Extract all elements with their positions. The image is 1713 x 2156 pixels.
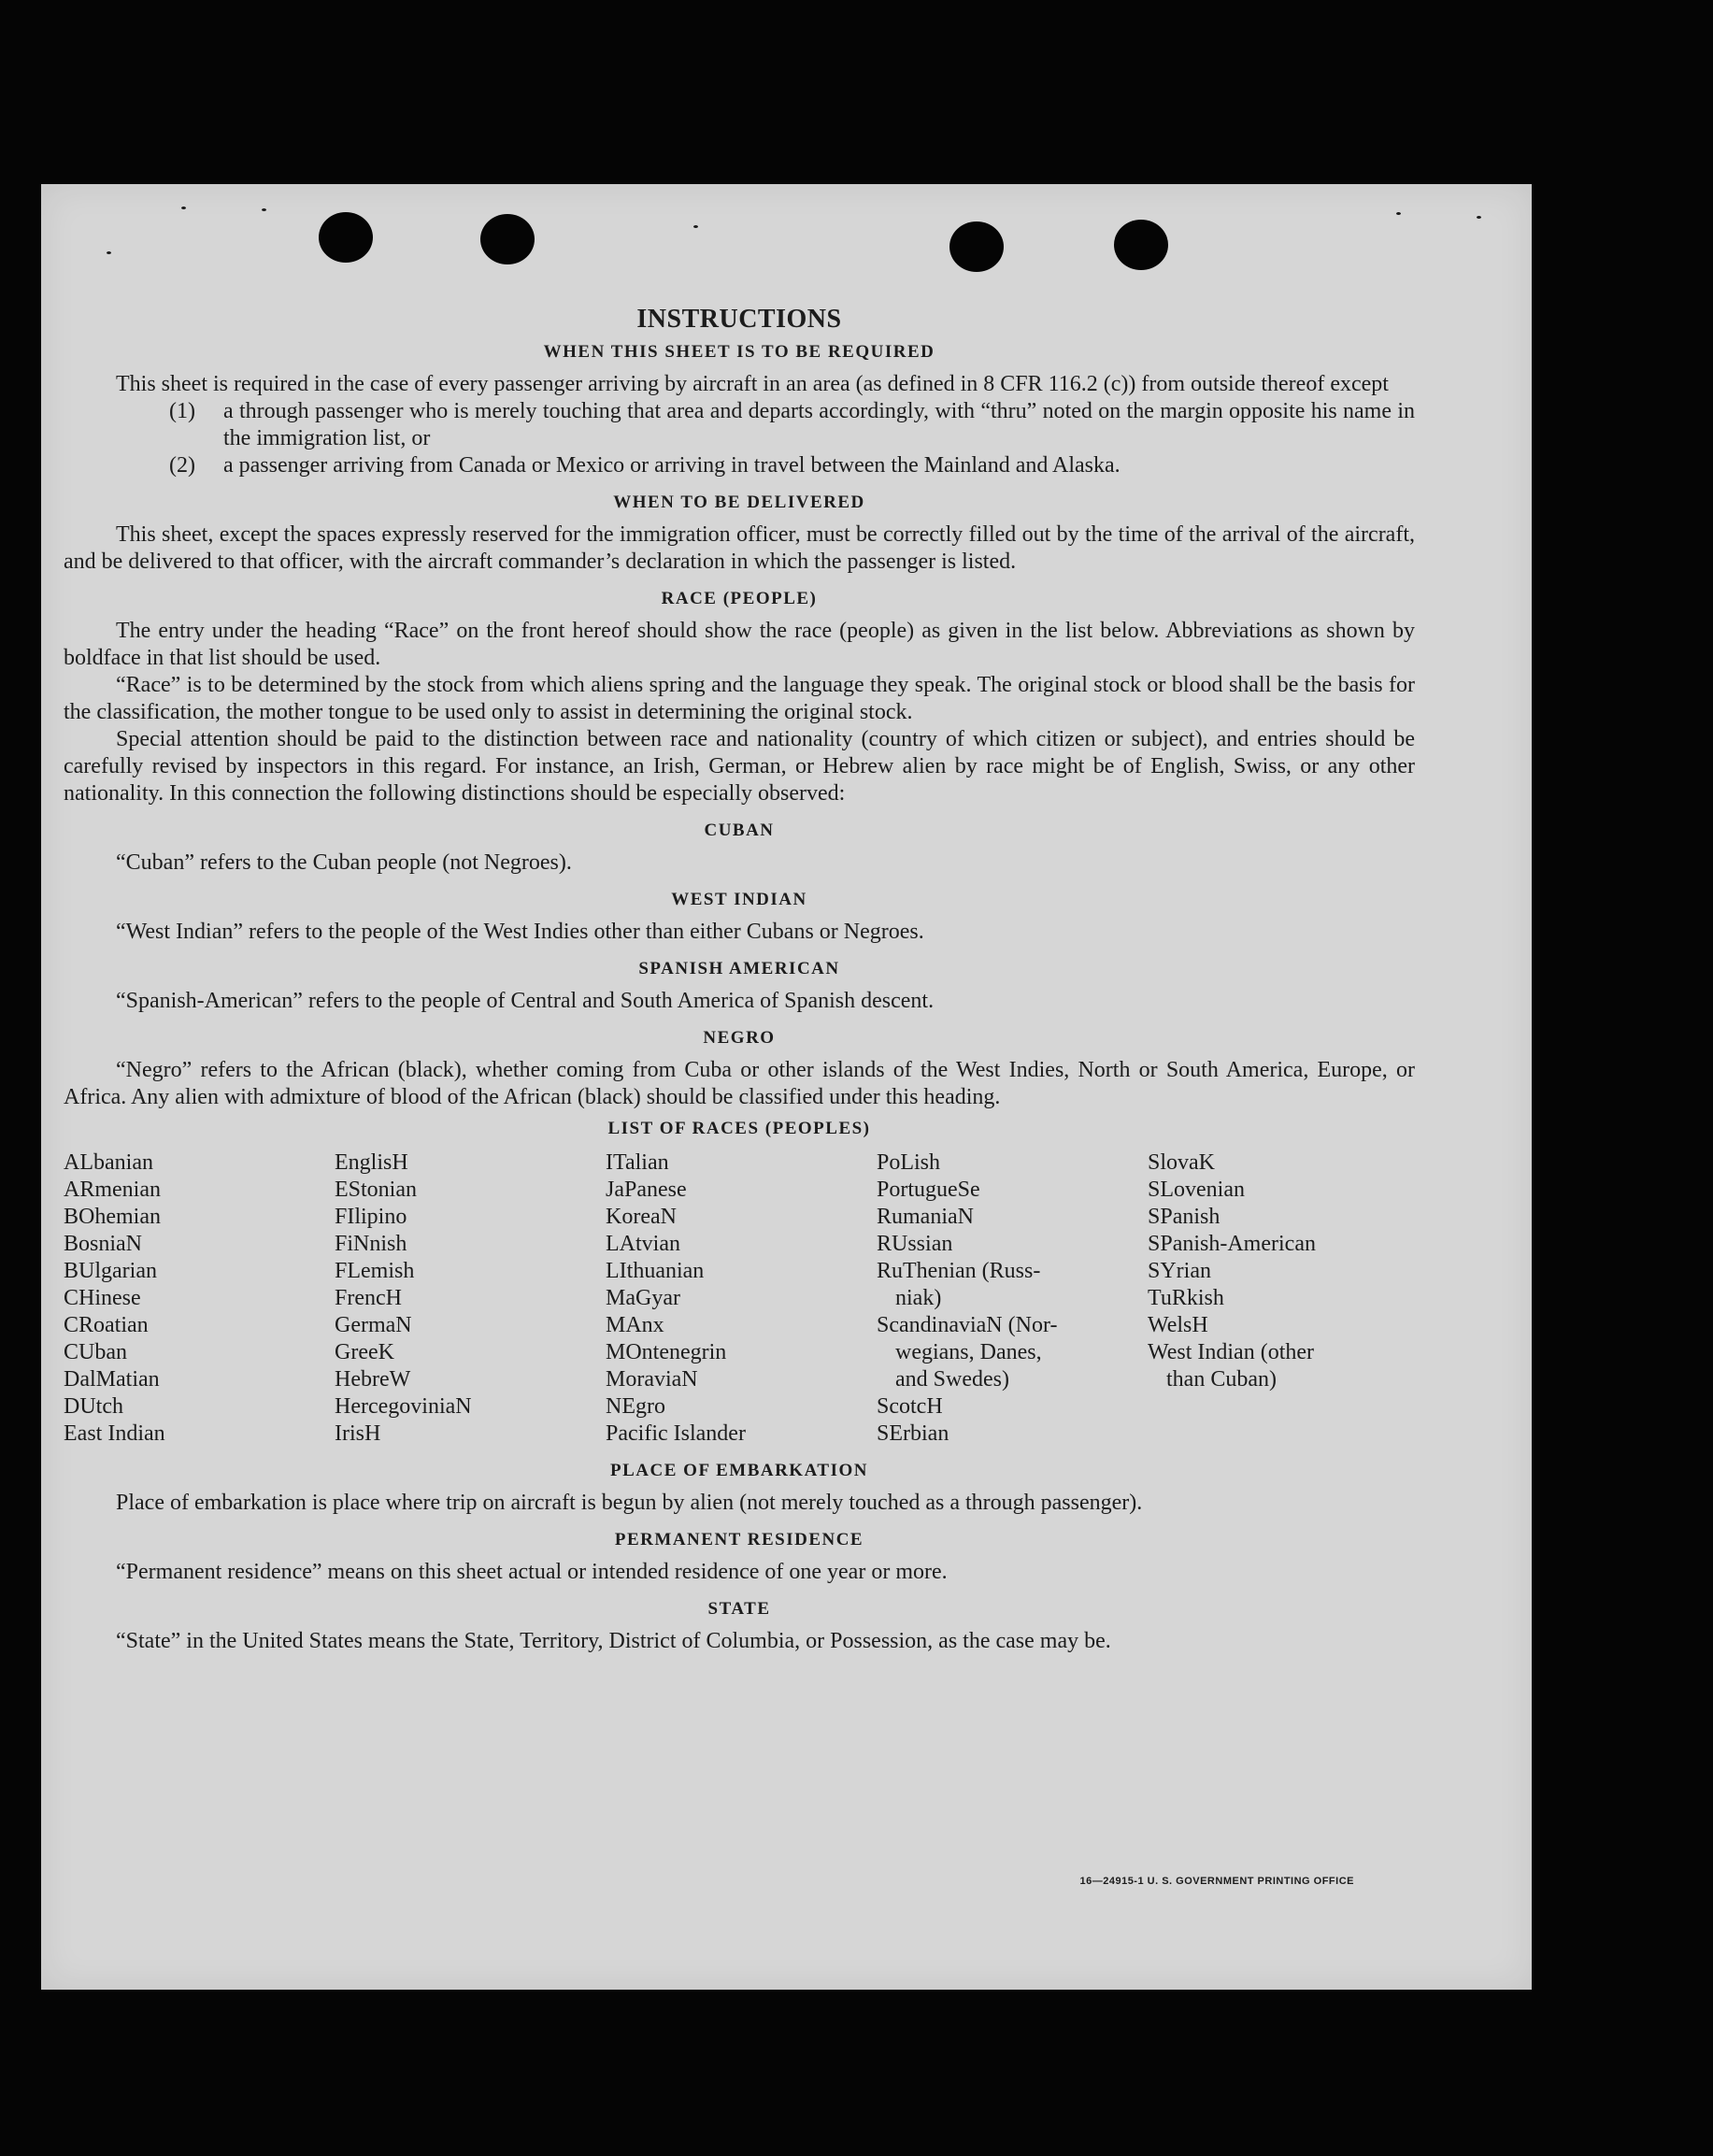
race-paragraph-3: Special attention should be paid to the distinction between race and nationality (country of which citizen or subject), and entries should be carefully revised by inspectors in this regard. For instance, an Irish, German, or Hebrew alien by race might be of English, Swiss, or any other nationality. In this connection the following distinctions should be especially observed: [64,727,1415,806]
race-entry: DUtch [64,1394,123,1419]
dust-speck [107,251,111,254]
race-column [335,1149,606,1448]
race-entry: ScandinaviaN (Nor- [877,1313,1058,1337]
section-heading-cuban: CUBAN [704,821,775,840]
race-entry-continued: wegians, Danes, [895,1340,1042,1364]
race-entry: CHinese [64,1286,141,1310]
punch-hole [480,214,535,264]
document-sheet [41,184,1532,1990]
race-entry: BOhemian [64,1205,161,1229]
section-heading-list: LIST OF RACES (PEOPLES) [607,1119,871,1138]
race-list [64,1149,1415,1448]
section-heading-race: RACE (PEOPLE) [661,589,818,608]
race-entry: ALbanian [64,1150,153,1175]
punch-hole [949,221,1004,272]
embarkation-text: Place of embarkation is place where trip on aircraft is begun by alien (not merely touched as a through passenger). [116,1491,1143,1515]
page-title: INSTRUCTIONS [636,305,842,334]
race-entry: EnglisH [335,1150,408,1175]
race-entry: FIlipino [335,1205,407,1229]
race-entry: CRoatian [64,1313,149,1337]
race-column [877,1149,1148,1448]
dust-speck [1477,216,1481,219]
punch-hole [1114,220,1168,270]
race-entry-continued: and Swedes) [895,1367,1009,1392]
race-entry: FLemish [335,1259,415,1283]
race-entry: MaGyar [606,1286,680,1310]
race-entry: ARmenian [64,1178,161,1202]
race-entry: MAnx [606,1313,664,1337]
dust-speck [262,208,266,211]
race-entry: CUban [64,1340,127,1364]
dust-speck [181,207,186,209]
race-entry: MoraviaN [606,1367,698,1392]
race-column [64,1149,335,1448]
punch-hole [319,212,373,263]
section-heading-residence: PERMANENT RESIDENCE [614,1530,864,1549]
race-entry: MOntenegrin [606,1340,727,1364]
race-entry-continued: than Cuban) [1166,1367,1277,1392]
race-entry: ITalian [606,1150,669,1175]
item-text: a passenger arriving from Canada or Mexico or arriving in travel between the Mainland and Alaska. [223,453,1121,478]
spanish-american-text: “Spanish-American” refers to the people of Central and South America of Spanish descent. [116,989,935,1013]
race-entry: ScotcH [877,1394,943,1419]
list-item [169,398,1415,452]
race-column [606,1149,877,1448]
race-entry: EStonian [335,1178,417,1202]
race-entry-continued: niak) [895,1286,942,1310]
section-heading-required: WHEN THIS SHEET IS TO BE REQUIRED [543,342,935,362]
race-entry: HebreW [335,1367,411,1392]
item-text: a through passenger who is merely touching that area and departs accordingly, with “thru” noted on the margin opposite his name in the immigration list, or [223,399,1415,450]
race-paragraph-2: “Race” is to be determined by the stock from which aliens spring and the language they speak. The original stock or blood shall be the basis for the classification, the mother tongue to be used only to assist in determining the original stock. [64,673,1415,724]
section-heading-delivered: WHEN TO BE DELIVERED [613,493,865,512]
race-entry: KoreaN [606,1205,677,1229]
delivered-text: This sheet, except the spaces expressly reserved for the immigration officer, must be correctly filled out by the time of the arrival of the aircraft, and be delivered to that officer, with the aircraft commander’s declaration in which the passenger is listed. [64,522,1415,574]
residence-text: “Permanent residence” means on this sheet actual or intended residence of one year or more. [116,1560,948,1584]
section-heading-embarkation: PLACE OF EMBARKATION [610,1461,868,1480]
race-entry: GermaN [335,1313,412,1337]
required-intro: This sheet is required in the case of every passenger arriving by aircraft in an area (as defined in 8 CFR 116.2 (c)) from outside thereof except [116,372,1389,396]
race-entry: FrencH [335,1286,402,1310]
race-entry: SLovenian [1148,1178,1245,1202]
race-entry: WelsH [1148,1313,1208,1337]
item-number: (1) [169,399,195,423]
race-entry: PoLish [877,1150,941,1175]
race-entry: SErbian [877,1421,949,1446]
section-heading-negro: NEGRO [703,1028,776,1048]
race-entry: RumaniaN [877,1205,974,1229]
race-entry: IrisH [335,1421,381,1446]
dust-speck [693,225,698,228]
race-entry: SPanish [1148,1205,1221,1229]
item-number: (2) [169,453,195,478]
printing-office-footer: 16—24915-1 U. S. GOVERNMENT PRINTING OFFICE [1079,1876,1354,1887]
race-entry: DalMatian [64,1367,160,1392]
race-entry: JaPanese [606,1178,687,1202]
dust-speck [1396,212,1401,215]
race-entry: TuRkish [1148,1286,1224,1310]
race-entry: SlovaK [1148,1150,1215,1175]
race-entry: SYrian [1148,1259,1211,1283]
race-entry: PortugueSe [877,1178,980,1202]
race-entry: SPanish-American [1148,1232,1316,1256]
section-heading-west-indian: WEST INDIAN [671,890,807,909]
section-heading-spanish-american: SPANISH AMERICAN [638,959,840,978]
race-entry: RUssian [877,1232,953,1256]
race-entry: BUlgarian [64,1259,157,1283]
negro-text: “Negro” refers to the African (black), whether coming from Cuba or other islands of the West Indies, North or South America, Europe, or Africa. Any alien with admixture of blood of the African (black) should be classified under this heading. [64,1058,1415,1109]
race-entry: Pacific Islander [606,1421,746,1446]
race-entry: West Indian (other [1148,1340,1315,1364]
race-entry: NEgro [606,1394,665,1419]
race-entry: GreeK [335,1340,394,1364]
instructions-content [64,306,1415,1655]
race-column [1148,1149,1419,1448]
race-entry: East Indian [64,1421,165,1446]
cuban-text: “Cuban” refers to the Cuban people (not Negroes). [116,850,572,875]
section-heading-state: STATE [707,1599,771,1619]
state-text: “State” in the United States means the State, Territory, District of Columbia, or Possession, as the case may be. [116,1629,1111,1653]
race-paragraph-1: The entry under the heading “Race” on the front hereof should show the race (people) as given in the list below. Abbreviations as shown by boldface in that list should be used. [64,619,1415,670]
race-entry: HercegoviniaN [335,1394,472,1419]
race-entry: BosniaN [64,1232,142,1256]
list-item [169,452,1415,479]
race-entry: FiNnish [335,1232,407,1256]
race-entry: RuThenian (Russ- [877,1259,1041,1283]
race-entry: LIthuanian [606,1259,705,1283]
race-entry: LAtvian [606,1232,680,1256]
west-indian-text: “West Indian” refers to the people of the West Indies other than either Cubans or Negroes. [116,920,924,944]
